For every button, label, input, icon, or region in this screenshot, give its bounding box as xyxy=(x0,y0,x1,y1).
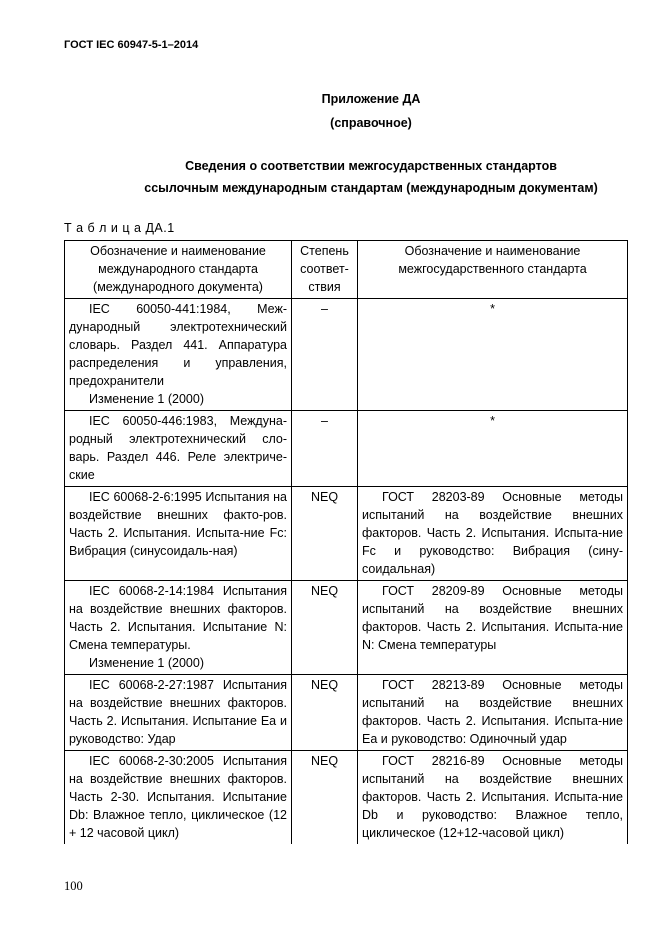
national-standard-cell: * xyxy=(358,299,628,411)
international-standard-text: IEC 60068-2-6:1995 Испытания на воздействие внешних факто-ров. Часть 2. Испытания. Испыта-ние Fc: Вибрация (синусоидаль-ная) xyxy=(69,490,287,558)
degree-cell: NEQ xyxy=(292,751,358,845)
table-header-row xyxy=(65,241,628,299)
international-standard-cell xyxy=(65,299,292,411)
table-row xyxy=(65,487,628,581)
document-code: ГОСТ IEC 60947-5-1–2014 xyxy=(64,39,199,51)
change-note: Изменение 1 (2000) xyxy=(89,392,204,406)
national-standard-cell xyxy=(358,487,628,581)
appendix-heading-line2: ссылочным международным стандартам (международным документам) xyxy=(144,181,598,195)
international-standard-cell xyxy=(65,411,292,487)
appendix-title: Приложение ДА xyxy=(321,92,421,106)
degree-cell: NEQ xyxy=(292,675,358,751)
table-row xyxy=(65,581,628,675)
international-standard-cell xyxy=(65,675,292,751)
table-row xyxy=(65,299,628,411)
table-label: Т а б л и ц а ДА.1 xyxy=(64,221,175,235)
header-degree: Степень соответ-ствия xyxy=(292,241,358,299)
header-national-standard: Обозначение и наименование межгосударственного стандарта xyxy=(358,241,628,299)
international-standard-cell xyxy=(65,581,292,675)
degree-cell: NEQ xyxy=(292,487,358,581)
national-standard-cell xyxy=(358,751,628,845)
appendix-subtitle: (справочное) xyxy=(330,116,412,130)
national-standard-cell: * xyxy=(358,411,628,487)
international-standard-text: IEC 60068-2-27:1987 Испытания на воздействие внешних факторов. Часть 2. Испытания. Испытание Ea и руководство: Удар xyxy=(69,678,287,746)
national-standard-text: ГОСТ 28216-89 Основные методы испытаний на воздействие внешних факторов. Часть 2. Испытания. Испыта-ние Db и руководство: Влажное тепло, циклическое (12+12-часовой цикл) xyxy=(362,754,623,840)
table-row xyxy=(65,411,628,487)
degree-cell: – xyxy=(292,299,358,411)
page-number: 100 xyxy=(64,879,83,893)
header-international-standard: Обозначение и наименование международного стандарта (международного документа) xyxy=(65,241,292,299)
change-note: Изменение 1 (2000) xyxy=(89,656,204,670)
table-row xyxy=(65,751,628,845)
table-row xyxy=(65,675,628,751)
international-standard-text: IEC 60050-441:1984, Меж-дународный электротехнический словарь. Раздел 441. Аппаратура распределения и управления, предохранители xyxy=(69,302,287,388)
national-standard-cell xyxy=(358,675,628,751)
international-standard-text: IEC 60050-446:1983, Междуна-родный электротехнический сло-варь. Раздел 446. Реле электриче-ские xyxy=(69,414,287,482)
international-standard-text: IEC 60068-2-30:2005 Испытания на воздействие внешних факторов. Часть 2-30. Испытания. Испытание Db: Влажное тепло, циклическое (12 + 12 часовой цикл) xyxy=(69,754,287,840)
international-standard-text: IEC 60068-2-14:1984 Испытания на воздействие внешних факторов. Часть 2. Испытания. Испытание N: Смена температуры. xyxy=(69,584,287,652)
correspondence-table xyxy=(64,240,628,844)
degree-cell: NEQ xyxy=(292,581,358,675)
degree-cell: – xyxy=(292,411,358,487)
appendix-heading-line1: Сведения о соответствии межгосударственных стандартов xyxy=(185,159,557,173)
national-standard-text: ГОСТ 28203-89 Основные методы испытаний на воздействие внешних факторов. Часть 2. Испытания. Испыта-ние Fc и руководство: Вибрация (сину-соидальная) xyxy=(362,490,623,576)
national-standard-cell xyxy=(358,581,628,675)
international-standard-cell xyxy=(65,751,292,845)
national-standard-text: ГОСТ 28209-89 Основные методы испытаний на воздействие внешних факторов. Часть 2. Испытания. Испыта-ние N: Смена температуры xyxy=(362,584,623,652)
international-standard-cell xyxy=(65,487,292,581)
national-standard-text: ГОСТ 28213-89 Основные методы испытаний на воздействие внешних факторов. Часть 2. Испытания. Испыта-ние Ea и руководство: Одиночный удар xyxy=(362,678,623,746)
